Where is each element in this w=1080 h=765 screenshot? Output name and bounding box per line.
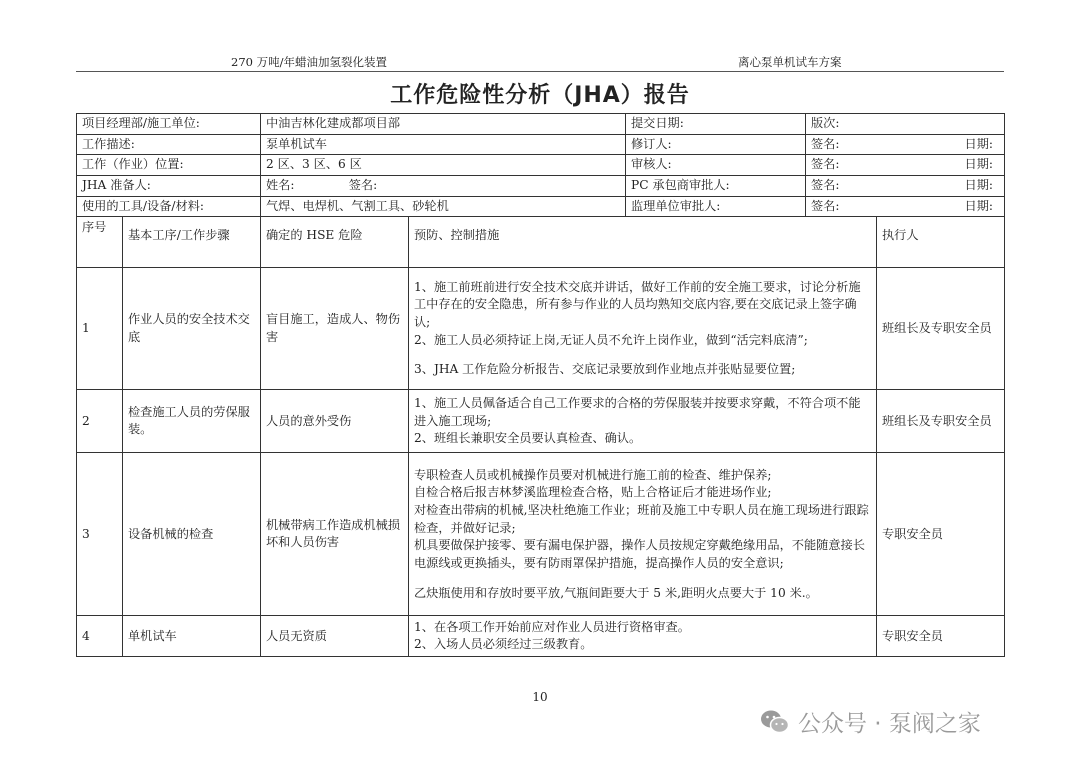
- date-label: 日期:: [964, 136, 994, 151]
- date-label: 日期:: [964, 178, 994, 193]
- info-row: [77, 155, 1005, 176]
- info-label: 工作（作业）位置:: [77, 155, 261, 176]
- measure-line: 1、施工人员佩备适合自己工作要求的合格的劳保服装并按要求穿戴，不符合项不能进入施工现场;: [414, 395, 861, 428]
- col-header-step: 基本工序/工作步骤: [123, 217, 261, 268]
- info-row: [77, 196, 1005, 217]
- info-label: 审核人:: [626, 155, 806, 176]
- row-measures: [409, 616, 877, 657]
- row-hazard: 人员无资质: [261, 616, 409, 657]
- info-label: PC 承包商审批人:: [626, 176, 806, 197]
- row-no: 3: [77, 453, 123, 616]
- info-label: 监理单位审批人:: [626, 196, 806, 217]
- info-sign: [806, 155, 1005, 176]
- table-row: [77, 390, 1005, 453]
- measure-line: 2、施工人员必须持证上岗,无证人员不允许上岗作业，做到“活完料底清”;: [414, 332, 808, 347]
- info-label: JHA 准备人:: [77, 176, 261, 197]
- sign-label: 版次:: [811, 116, 840, 130]
- info-sign: [806, 134, 1005, 155]
- row-executor: 班组长及专职安全员: [877, 268, 1005, 390]
- measure-line: 自检合格后报吉林梦溪监理检查合格，贴上合格证后才能进场作业;: [414, 485, 772, 500]
- jha-table: [76, 113, 1005, 657]
- table-row: [77, 268, 1005, 390]
- row-step: 检查施工人员的劳保服装。: [123, 390, 261, 453]
- col-header-hazard: 确定的 HSE 危险: [261, 217, 409, 268]
- measure-line: 乙炔瓶使用和存放时要平放,气瓶间距要大于 5 米,距明火点要大于 10 米.。: [414, 585, 818, 600]
- table-row: [77, 616, 1005, 657]
- page-number: 10: [532, 690, 548, 704]
- header-right: 离心泵单机试车方案: [738, 55, 842, 69]
- measure-gap: [414, 349, 871, 361]
- info-row: [77, 114, 1005, 135]
- header-divider: [76, 71, 1004, 72]
- col-header-executor: 执行人: [877, 217, 1005, 268]
- row-executor: 专职安全员: [877, 453, 1005, 616]
- row-no: 4: [77, 616, 123, 657]
- info-label: 项目经理部/施工单位:: [77, 114, 261, 135]
- info-label: 修订人:: [626, 134, 806, 155]
- info-row: [77, 176, 1005, 197]
- sign-label: 签名:: [811, 136, 840, 151]
- info-value: 2 区、3 区、6 区: [261, 155, 626, 176]
- row-no: 1: [77, 268, 123, 390]
- measure-line: 2、班组长兼职安全员要认真检查、确认。: [414, 431, 642, 446]
- info-value: 泵单机试车: [261, 134, 626, 155]
- page-title: 工作危险性分析（JHA）报告: [390, 83, 690, 108]
- row-executor: 专职安全员: [877, 616, 1005, 657]
- row-measures: [409, 268, 877, 390]
- row-hazard: 机械带病工作造成机械损坏和人员伤害: [261, 453, 409, 616]
- sign-label: 签名:: [811, 198, 840, 213]
- measure-line: 2、入场人员必须经过三级教育。: [414, 637, 593, 652]
- info-value: 中油吉林化建成都项目部: [261, 114, 626, 135]
- row-hazard: 盲目施工，造成人、物伤害: [261, 268, 409, 390]
- measure-line: 1、在各项工作开始前应对作业人员进行资格审查。: [414, 619, 690, 634]
- sign-label: 签名:: [811, 157, 840, 172]
- date-label: 日期:: [964, 157, 994, 172]
- info-value: 气焊、电焊机、气割工具、砂轮机: [261, 196, 626, 217]
- watermark-text: 公众号 · 泵阀之家: [798, 711, 981, 737]
- measure-line: 1、施工前班前进行安全技术交底并讲话，做好工作前的安全施工要求，讨论分析施工中存在的安全隐患，所有参与作业的人员均熟知交底内容,要在交底记录上签字确认;: [414, 279, 861, 330]
- measure-line: 机具要做保护接零、要有漏电保护器，操作人员按规定穿戴绝缘用品，不能随意接长电源线或更换插头，要有防雨罩保护措施，提高操作人员的安全意识;: [414, 538, 865, 570]
- row-measures: [409, 453, 877, 616]
- measure-line: 专职检查人员或机械操作员要对机械进行施工前的检查、维护保养;: [414, 467, 772, 482]
- col-header-measures: 预防、控制措施: [409, 217, 877, 268]
- wechat-icon: [760, 709, 790, 735]
- row-step: 单机试车: [123, 616, 261, 657]
- table-row: [77, 453, 1005, 616]
- info-label: 使用的工具/设备/材料:: [77, 196, 261, 217]
- column-header-row: [77, 217, 1005, 268]
- watermark: [760, 705, 981, 738]
- row-step: 作业人员的安全技术交底: [123, 268, 261, 390]
- measure-gap: [414, 573, 871, 585]
- info-label: 提交日期:: [626, 114, 806, 135]
- info-sign: [806, 176, 1005, 197]
- sign-label: 签名:: [811, 178, 840, 193]
- measure-line: 对检查出带病的机械,坚决杜绝施工作业；班前及施工中专职人员在施工现场进行跟踪检查，并做好记录;: [414, 502, 869, 535]
- header-left: 270 万吨/年蜡油加氢裂化装置: [231, 55, 387, 69]
- date-label: 日期:: [964, 198, 994, 213]
- col-header-no: 序号: [77, 217, 123, 268]
- info-label: 工作描述:: [77, 134, 261, 155]
- row-executor: 班组长及专职安全员: [877, 390, 1005, 453]
- row-measures: [409, 390, 877, 453]
- info-sign: [806, 114, 1005, 135]
- row-step: 设备机械的检查: [123, 453, 261, 616]
- measure-line: 3、JHA 工作危险分析报告、交底记录要放到作业地点并张贴显要位置;: [414, 362, 796, 377]
- row-hazard: 人员的意外受伤: [261, 390, 409, 453]
- info-sign: [806, 196, 1005, 217]
- row-no: 2: [77, 390, 123, 453]
- info-value: 姓名: 签名:: [261, 176, 626, 197]
- info-row: [77, 134, 1005, 155]
